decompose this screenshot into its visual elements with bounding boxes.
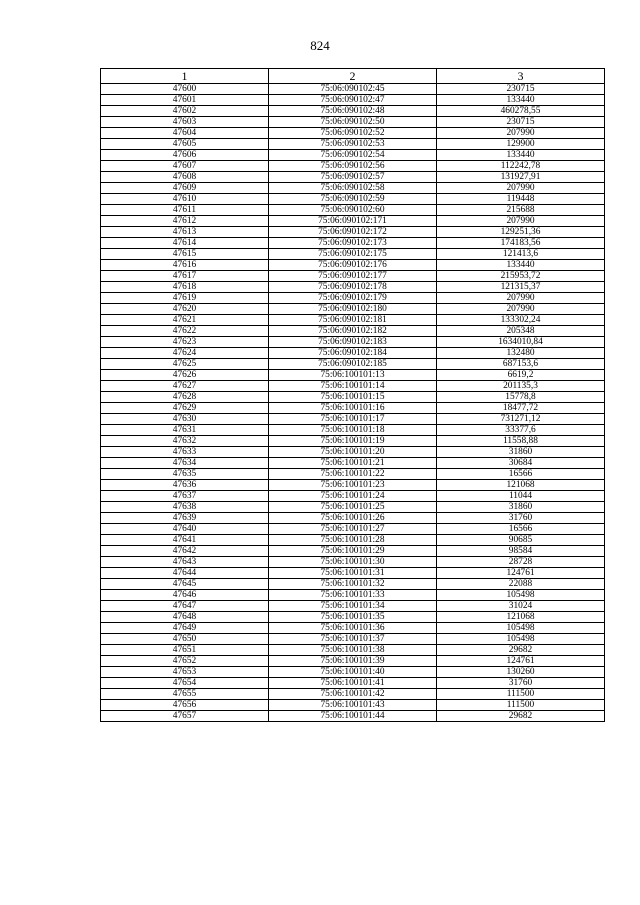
row-number-cell: 47635 [101,469,269,480]
table-row [101,370,605,381]
value-cell: 205348 [437,326,605,337]
table-row [101,502,605,513]
data-table [100,68,605,722]
row-number-cell: 47650 [101,634,269,645]
cadastral-number-cell: 75:06:090102:177 [269,271,437,282]
table-row [101,667,605,678]
cadastral-number-cell: 75:06:100101:20 [269,447,437,458]
row-number-cell: 47602 [101,106,269,117]
table-row [101,436,605,447]
value-cell: 207990 [437,128,605,139]
value-cell: 121068 [437,612,605,623]
value-cell: 129900 [437,139,605,150]
value-cell: 30684 [437,458,605,469]
table-row [101,480,605,491]
table-row [101,524,605,535]
row-number-cell: 47643 [101,557,269,568]
table-row [101,194,605,205]
row-number-cell: 47613 [101,227,269,238]
table-row [101,568,605,579]
row-number-cell: 47629 [101,403,269,414]
value-cell: 22088 [437,579,605,590]
table-row [101,271,605,282]
table-row [101,579,605,590]
row-number-cell: 47645 [101,579,269,590]
cadastral-number-cell: 75:06:100101:37 [269,634,437,645]
value-cell: 133302,24 [437,315,605,326]
row-number-cell: 47648 [101,612,269,623]
value-cell: 98584 [437,546,605,557]
table-row [101,645,605,656]
table-row [101,249,605,260]
value-cell: 460278,55 [437,106,605,117]
cadastral-number-cell: 75:06:100101:13 [269,370,437,381]
value-cell: 124761 [437,568,605,579]
row-number-cell: 47642 [101,546,269,557]
row-number-cell: 47604 [101,128,269,139]
value-cell: 16566 [437,524,605,535]
row-number-cell: 47606 [101,150,269,161]
row-number-cell: 47656 [101,700,269,711]
table-row [101,293,605,304]
cadastral-number-cell: 75:06:100101:19 [269,436,437,447]
table-row [101,260,605,271]
value-cell: 215953,72 [437,271,605,282]
cadastral-number-cell: 75:06:090102:45 [269,84,437,95]
value-cell: 207990 [437,293,605,304]
table-row [101,711,605,722]
value-cell: 133440 [437,95,605,106]
cadastral-number-cell: 75:06:100101:34 [269,601,437,612]
row-number-cell: 47634 [101,458,269,469]
value-cell: 18477,72 [437,403,605,414]
table-row [101,678,605,689]
table-row [101,282,605,293]
cadastral-number-cell: 75:06:090102:56 [269,161,437,172]
table-row [101,656,605,667]
cadastral-number-cell: 75:06:090102:58 [269,183,437,194]
cadastral-number-cell: 75:06:100101:32 [269,579,437,590]
table-row [101,238,605,249]
value-cell: 129251,36 [437,227,605,238]
value-cell: 121315,37 [437,282,605,293]
value-cell: 111500 [437,700,605,711]
cadastral-number-cell: 75:06:090102:52 [269,128,437,139]
cadastral-number-cell: 75:06:090102:53 [269,139,437,150]
value-cell: 28728 [437,557,605,568]
cadastral-number-cell: 75:06:090102:181 [269,315,437,326]
row-number-cell: 47652 [101,656,269,667]
table-row [101,458,605,469]
cadastral-number-cell: 75:06:090102:180 [269,304,437,315]
cadastral-number-cell: 75:06:100101:16 [269,403,437,414]
cadastral-number-cell: 75:06:090102:54 [269,150,437,161]
cadastral-number-cell: 75:06:100101:18 [269,425,437,436]
cadastral-number-cell: 75:06:100101:17 [269,414,437,425]
row-number-cell: 47647 [101,601,269,612]
row-number-cell: 47651 [101,645,269,656]
row-number-cell: 47610 [101,194,269,205]
value-cell: 687153,6 [437,359,605,370]
cadastral-number-cell: 75:06:090102:48 [269,106,437,117]
row-number-cell: 47622 [101,326,269,337]
value-cell: 29682 [437,711,605,722]
row-number-cell: 47605 [101,139,269,150]
value-cell: 201135,3 [437,381,605,392]
table-row [101,172,605,183]
cadastral-number-cell: 75:06:090102:185 [269,359,437,370]
table-row [101,205,605,216]
value-cell: 131927,91 [437,172,605,183]
value-cell: 31024 [437,601,605,612]
cadastral-number-cell: 75:06:100101:38 [269,645,437,656]
row-number-cell: 47636 [101,480,269,491]
row-number-cell: 47653 [101,667,269,678]
cadastral-number-cell: 75:06:100101:41 [269,678,437,689]
value-cell: 174183,56 [437,238,605,249]
value-cell: 112242,78 [437,161,605,172]
table-row [101,95,605,106]
row-number-cell: 47609 [101,183,269,194]
cadastral-number-cell: 75:06:100101:21 [269,458,437,469]
cadastral-number-cell: 75:06:100101:33 [269,590,437,601]
table-row [101,425,605,436]
value-cell: 133440 [437,260,605,271]
row-number-cell: 47608 [101,172,269,183]
table-row [101,403,605,414]
cadastral-number-cell: 75:06:100101:14 [269,381,437,392]
table-row [101,546,605,557]
table-row [101,117,605,128]
value-cell: 230715 [437,84,605,95]
row-number-cell: 47618 [101,282,269,293]
row-number-cell: 47630 [101,414,269,425]
table-body [101,84,605,722]
row-number-cell: 47646 [101,590,269,601]
value-cell: 105498 [437,623,605,634]
cadastral-number-cell: 75:06:090102:59 [269,194,437,205]
row-number-cell: 47633 [101,447,269,458]
row-number-cell: 47625 [101,359,269,370]
table-row [101,106,605,117]
value-cell: 215688 [437,205,605,216]
cadastral-number-cell: 75:06:090102:173 [269,238,437,249]
row-number-cell: 47616 [101,260,269,271]
cadastral-number-cell: 75:06:100101:30 [269,557,437,568]
table-row [101,381,605,392]
row-number-cell: 47637 [101,491,269,502]
cadastral-number-cell: 75:06:100101:26 [269,513,437,524]
value-cell: 119448 [437,194,605,205]
cadastral-number-cell: 75:06:100101:35 [269,612,437,623]
cadastral-number-cell: 75:06:100101:25 [269,502,437,513]
table-row [101,227,605,238]
row-number-cell: 47649 [101,623,269,634]
value-cell: 31760 [437,513,605,524]
table-row [101,128,605,139]
cadastral-number-cell: 75:06:100101:42 [269,689,437,700]
row-number-cell: 47657 [101,711,269,722]
row-number-cell: 47607 [101,161,269,172]
table-row [101,469,605,480]
cadastral-number-cell: 75:06:090102:184 [269,348,437,359]
cadastral-number-cell: 75:06:090102:179 [269,293,437,304]
cadastral-number-cell: 75:06:100101:44 [269,711,437,722]
table-row [101,601,605,612]
value-cell: 15778,8 [437,392,605,403]
cadastral-number-cell: 75:06:090102:47 [269,95,437,106]
table-row [101,216,605,227]
row-number-cell: 47612 [101,216,269,227]
value-cell: 230715 [437,117,605,128]
row-number-cell: 47611 [101,205,269,216]
value-cell: 132480 [437,348,605,359]
table-row [101,557,605,568]
table-row [101,513,605,524]
row-number-cell: 47617 [101,271,269,282]
row-number-cell: 47641 [101,535,269,546]
cadastral-number-cell: 75:06:100101:29 [269,546,437,557]
table-row [101,359,605,370]
cadastral-number-cell: 75:06:090102:178 [269,282,437,293]
table-row [101,612,605,623]
row-number-cell: 47644 [101,568,269,579]
table-row [101,590,605,601]
table-row [101,491,605,502]
table-header [101,69,605,84]
table-row [101,348,605,359]
table-row [101,392,605,403]
cadastral-number-cell: 75:06:100101:27 [269,524,437,535]
row-number-cell: 47638 [101,502,269,513]
value-cell: 111500 [437,689,605,700]
row-number-cell: 47603 [101,117,269,128]
table-row [101,535,605,546]
table-row [101,84,605,95]
row-number-cell: 47628 [101,392,269,403]
value-cell: 11044 [437,491,605,502]
row-number-cell: 47632 [101,436,269,447]
cadastral-number-cell: 75:06:090102:176 [269,260,437,271]
cadastral-number-cell: 75:06:100101:39 [269,656,437,667]
value-cell: 90685 [437,535,605,546]
row-number-cell: 47640 [101,524,269,535]
column-header: 1 [101,69,269,84]
cadastral-number-cell: 75:06:090102:60 [269,205,437,216]
cadastral-number-cell: 75:06:100101:40 [269,667,437,678]
cadastral-number-cell: 75:06:100101:24 [269,491,437,502]
row-number-cell: 47627 [101,381,269,392]
value-cell: 105498 [437,590,605,601]
value-cell: 105498 [437,634,605,645]
table-row [101,337,605,348]
row-number-cell: 47631 [101,425,269,436]
table-row [101,161,605,172]
table-row [101,623,605,634]
column-header: 3 [437,69,605,84]
row-number-cell: 47624 [101,348,269,359]
value-cell: 133440 [437,150,605,161]
cadastral-number-cell: 75:06:090102:182 [269,326,437,337]
table-row [101,150,605,161]
table-row [101,326,605,337]
value-cell: 121068 [437,480,605,491]
value-cell: 6619,2 [437,370,605,381]
cadastral-number-cell: 75:06:090102:171 [269,216,437,227]
value-cell: 11558,88 [437,436,605,447]
row-number-cell: 47626 [101,370,269,381]
row-number-cell: 47619 [101,293,269,304]
row-number-cell: 47601 [101,95,269,106]
table-row [101,304,605,315]
cadastral-number-cell: 75:06:090102:175 [269,249,437,260]
cadastral-number-cell: 75:06:100101:36 [269,623,437,634]
table-row [101,139,605,150]
cadastral-number-cell: 75:06:100101:15 [269,392,437,403]
value-cell: 31860 [437,502,605,513]
cadastral-number-cell: 75:06:090102:57 [269,172,437,183]
value-cell: 207990 [437,183,605,194]
row-number-cell: 47615 [101,249,269,260]
cadastral-number-cell: 75:06:100101:22 [269,469,437,480]
table-row [101,689,605,700]
row-number-cell: 47639 [101,513,269,524]
cadastral-number-cell: 75:06:100101:23 [269,480,437,491]
row-number-cell: 47655 [101,689,269,700]
value-cell: 1634010,84 [437,337,605,348]
table-row [101,700,605,711]
row-number-cell: 47620 [101,304,269,315]
row-number-cell: 47623 [101,337,269,348]
value-cell: 207990 [437,216,605,227]
page-number: 824 [310,38,330,53]
table-row [101,414,605,425]
value-cell: 29682 [437,645,605,656]
value-cell: 130260 [437,667,605,678]
value-cell: 207990 [437,304,605,315]
value-cell: 31860 [437,447,605,458]
cadastral-number-cell: 75:06:090102:50 [269,117,437,128]
value-cell: 121413,6 [437,249,605,260]
row-number-cell: 47621 [101,315,269,326]
value-cell: 124761 [437,656,605,667]
row-number-cell: 47654 [101,678,269,689]
table-row [101,447,605,458]
cadastral-number-cell: 75:06:100101:43 [269,700,437,711]
header-row [101,69,605,84]
value-cell: 33377,6 [437,425,605,436]
value-cell: 16566 [437,469,605,480]
row-number-cell: 47600 [101,84,269,95]
table-row [101,315,605,326]
column-header: 2 [269,69,437,84]
cadastral-number-cell: 75:06:090102:172 [269,227,437,238]
value-cell: 731271,12 [437,414,605,425]
table-row [101,634,605,645]
cadastral-number-cell: 75:06:100101:28 [269,535,437,546]
value-cell: 31760 [437,678,605,689]
row-number-cell: 47614 [101,238,269,249]
cadastral-number-cell: 75:06:090102:183 [269,337,437,348]
cadastral-number-cell: 75:06:100101:31 [269,568,437,579]
table-row [101,183,605,194]
